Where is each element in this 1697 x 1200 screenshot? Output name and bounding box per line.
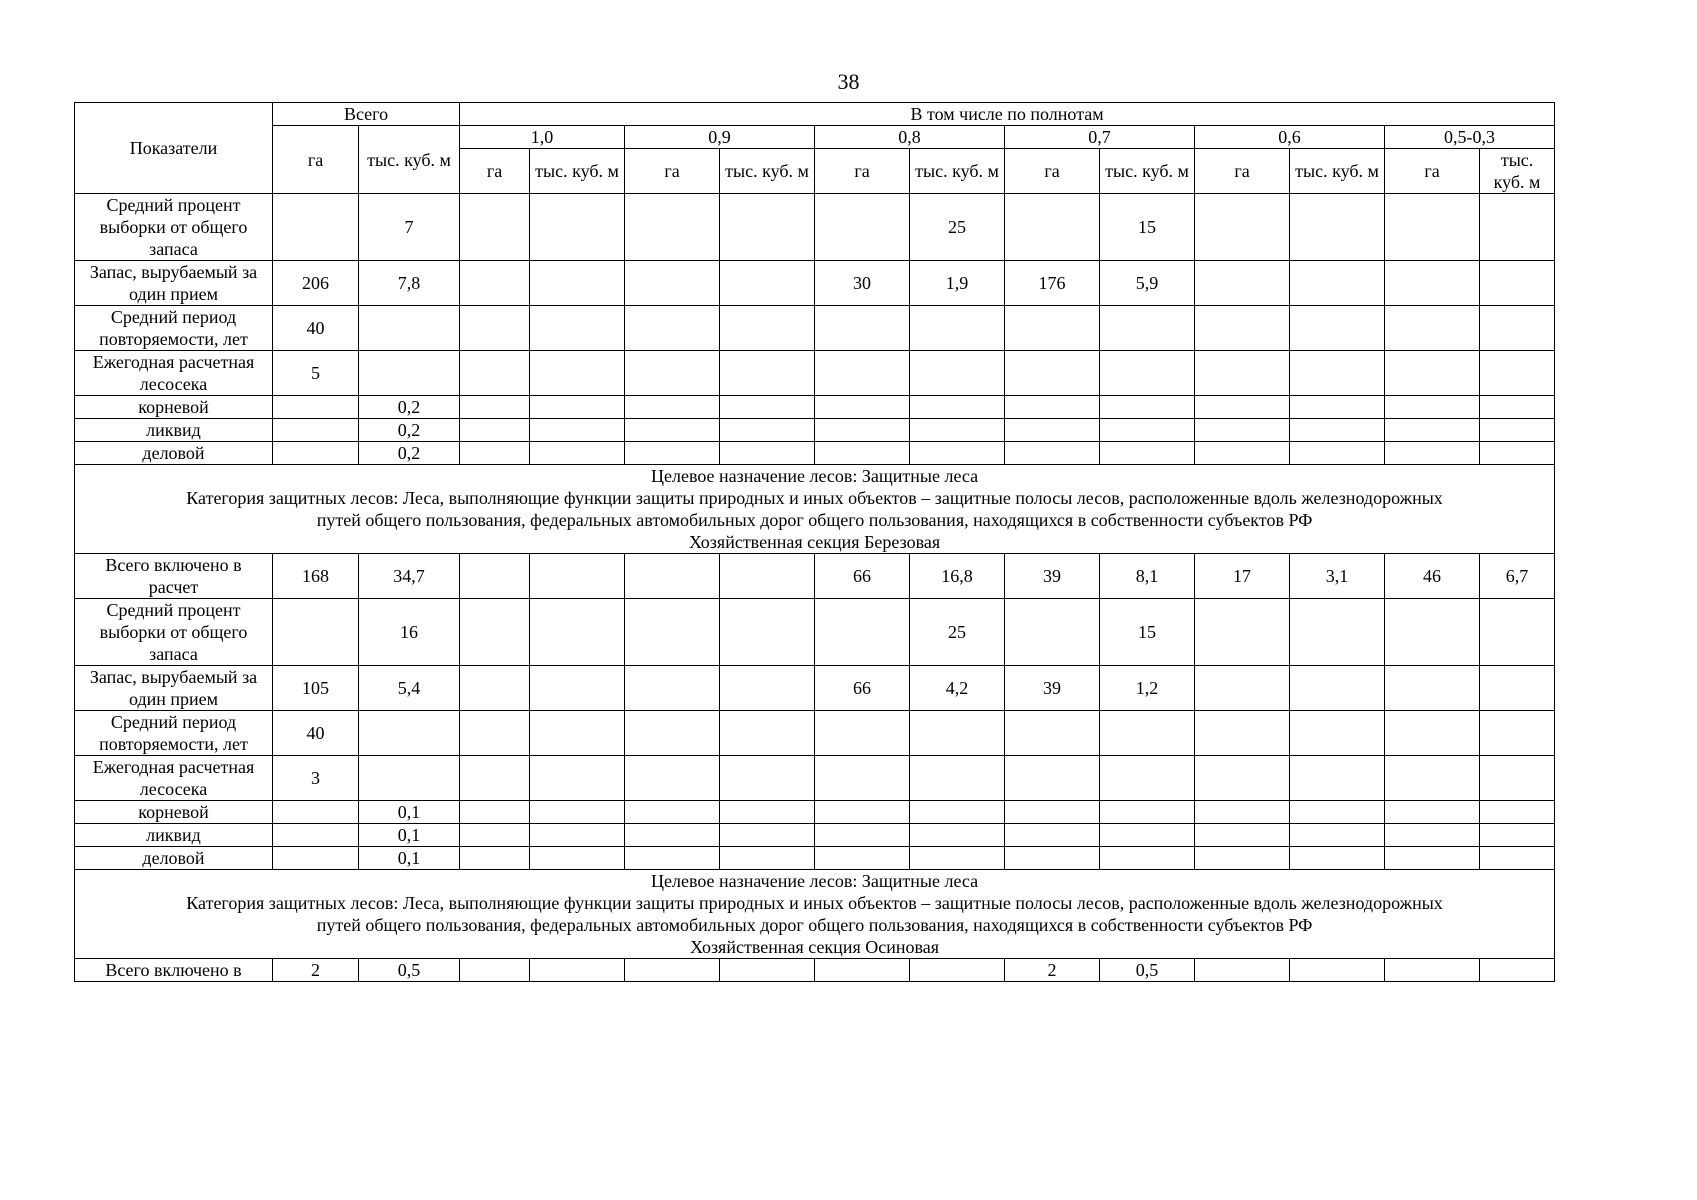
table-cell (1195, 847, 1290, 870)
table-cell (1100, 442, 1195, 465)
section-category-2-text: путей общего пользования, федеральных автомобильных дорог общего пользования, находящихся в собственности субъектов РФ (316, 510, 1313, 530)
table-cell (273, 396, 359, 419)
table-cell (460, 599, 530, 666)
table-cell (460, 194, 530, 261)
table-cell (815, 824, 910, 847)
table-cell (815, 801, 910, 824)
table-cell (460, 442, 530, 465)
row-label: Всего включено в расчет (75, 554, 273, 599)
row-label: деловой (75, 442, 273, 465)
table-cell (460, 396, 530, 419)
table-cell (530, 396, 625, 419)
table-cell (273, 824, 359, 847)
table-cell (1195, 194, 1290, 261)
table-cell (1480, 959, 1555, 982)
table-cell (1480, 396, 1555, 419)
row-label: корневой (75, 396, 273, 419)
table-cell (1195, 306, 1290, 351)
table-cell (1005, 801, 1100, 824)
header-volume: тыс. куб. м (530, 149, 625, 194)
table-cell: 16 (359, 599, 460, 666)
table-cell (460, 847, 530, 870)
table-cell: 105 (273, 666, 359, 711)
table-cell: 0,1 (359, 801, 460, 824)
table-cell (1290, 666, 1385, 711)
table-cell (625, 351, 720, 396)
table-cell (530, 442, 625, 465)
table-cell (460, 419, 530, 442)
table-cell: 0,2 (359, 396, 460, 419)
table-cell (1005, 194, 1100, 261)
header-ha: га (815, 149, 910, 194)
table-cell: 1,2 (1100, 666, 1195, 711)
table-cell (910, 442, 1005, 465)
section-header (75, 465, 1555, 554)
header-indicators: Показатели (75, 103, 273, 194)
table-cell: 2 (1005, 959, 1100, 982)
table-cell (815, 351, 910, 396)
table-cell (273, 599, 359, 666)
table-cell: 8,1 (1100, 554, 1195, 599)
header-volume: тыс. куб. м (720, 149, 815, 194)
table-cell (359, 306, 460, 351)
table-cell (460, 711, 530, 756)
table-cell (1290, 756, 1385, 801)
header-density: 0,5-0,3 (1385, 126, 1555, 149)
table-cell (1290, 306, 1385, 351)
table-cell: 0,2 (359, 442, 460, 465)
table-cell (1100, 756, 1195, 801)
table-cell: 176 (1005, 261, 1100, 306)
table-cell: 0,5 (1100, 959, 1195, 982)
table-cell (1385, 959, 1480, 982)
row-label: Средний процент выборки от общего запаса (75, 599, 273, 666)
table-cell (1195, 599, 1290, 666)
table-cell: 25 (910, 599, 1005, 666)
table-row (75, 959, 1555, 982)
table-cell (1100, 847, 1195, 870)
table-cell (1195, 442, 1290, 465)
table-cell: 206 (273, 261, 359, 306)
table-cell (1290, 824, 1385, 847)
section-section-text: Хозяйственная секция Осиновая (690, 937, 940, 957)
table-cell (1005, 396, 1100, 419)
table-cell: 2 (273, 959, 359, 982)
table-cell: 5,9 (1100, 261, 1195, 306)
table-cell (460, 959, 530, 982)
table-cell: 5,4 (359, 666, 460, 711)
table-cell (1005, 711, 1100, 756)
table-cell (359, 756, 460, 801)
row-label: корневой (75, 801, 273, 824)
table-row (75, 261, 1555, 306)
table-cell: 6,7 (1480, 554, 1555, 599)
table-cell (460, 261, 530, 306)
table-cell (1100, 419, 1195, 442)
table-cell (1195, 959, 1290, 982)
header-density: 0,7 (1005, 126, 1195, 149)
table-cell (1290, 801, 1385, 824)
table-cell (910, 306, 1005, 351)
row-label: Запас, вырубаемый за один прием (75, 666, 273, 711)
table-cell: 0,2 (359, 419, 460, 442)
table-cell (625, 419, 720, 442)
table-cell (910, 959, 1005, 982)
header-density: 0,6 (1195, 126, 1385, 149)
table-cell (1195, 711, 1290, 756)
table-cell (460, 824, 530, 847)
table-cell: 3,1 (1290, 554, 1385, 599)
table-row (75, 711, 1555, 756)
header-volume: тыс. куб. м (1100, 149, 1195, 194)
table-row (75, 419, 1555, 442)
table-cell (1100, 351, 1195, 396)
table-cell (460, 801, 530, 824)
header-density: 0,9 (625, 126, 815, 149)
table-cell (1290, 194, 1385, 261)
table-cell (720, 959, 815, 982)
table-cell (625, 554, 720, 599)
table-cell (1005, 599, 1100, 666)
header-volume: тыс. куб. м (1480, 149, 1555, 194)
table-cell (1005, 847, 1100, 870)
table-cell (625, 261, 720, 306)
table-cell (273, 847, 359, 870)
header-density: 1,0 (460, 126, 625, 149)
table-cell (815, 847, 910, 870)
table-cell (1290, 419, 1385, 442)
table-cell (1005, 442, 1100, 465)
table-cell (460, 351, 530, 396)
table-cell (910, 711, 1005, 756)
table-cell (1385, 419, 1480, 442)
table-cell: 66 (815, 554, 910, 599)
table-cell: 39 (1005, 554, 1100, 599)
table-cell (625, 959, 720, 982)
table-cell: 34,7 (359, 554, 460, 599)
table-cell: 1,9 (910, 261, 1005, 306)
table-cell (1195, 801, 1290, 824)
table-cell (530, 261, 625, 306)
table-cell (625, 801, 720, 824)
table-cell (625, 666, 720, 711)
table-cell (1195, 419, 1290, 442)
table-cell (530, 419, 625, 442)
section-header-row (75, 465, 1555, 554)
table-cell: 40 (273, 711, 359, 756)
table-cell (1385, 442, 1480, 465)
table-cell (1480, 801, 1555, 824)
table-cell (720, 599, 815, 666)
header-total-volume: тыс. куб. м (359, 126, 460, 194)
table-cell: 30 (815, 261, 910, 306)
table-cell (1385, 847, 1480, 870)
table-row (75, 351, 1555, 396)
table-cell (1005, 306, 1100, 351)
table-cell (530, 306, 625, 351)
row-label: Средний период повторяемости, лет (75, 306, 273, 351)
table-cell (1195, 666, 1290, 711)
table-cell (1480, 711, 1555, 756)
section-category-1-text: Категория защитных лесов: Леса, выполняющие функции защиты природных и иных объектов – защитные полосы лесов, расположенные вдоль железнодорожных (186, 893, 1443, 913)
table-cell (625, 847, 720, 870)
table-cell (273, 442, 359, 465)
table-cell (910, 396, 1005, 419)
table-cell (910, 419, 1005, 442)
table-cell (530, 554, 625, 599)
table-cell (815, 396, 910, 419)
table-cell (1385, 711, 1480, 756)
section-category-2-text: путей общего пользования, федеральных автомобильных дорог общего пользования, находящихся в собственности субъектов РФ (316, 915, 1313, 935)
table-cell (720, 261, 815, 306)
table-cell (530, 351, 625, 396)
header-ha: га (1005, 149, 1100, 194)
header-by-density: В том числе по полнотам (460, 103, 1555, 126)
table-cell (1100, 801, 1195, 824)
table-cell (1480, 194, 1555, 261)
table-cell (720, 351, 815, 396)
table-cell: 168 (273, 554, 359, 599)
table-cell (460, 554, 530, 599)
table-row (75, 306, 1555, 351)
header-ha: га (1385, 149, 1480, 194)
table-cell (625, 756, 720, 801)
table-cell: 0,5 (359, 959, 460, 982)
table-cell (1385, 756, 1480, 801)
table-cell (530, 801, 625, 824)
row-label: Средний процент выборки от общего запаса (75, 194, 273, 261)
header-ha: га (1195, 149, 1290, 194)
row-label: Всего включено в (75, 959, 273, 982)
table-cell (1100, 824, 1195, 847)
table-cell (625, 306, 720, 351)
table-cell (1480, 847, 1555, 870)
header-volume: тыс. куб. м (1290, 149, 1385, 194)
forest-data-table (74, 102, 1555, 982)
table-cell: 0,1 (359, 847, 460, 870)
table-cell (910, 824, 1005, 847)
table-row (75, 194, 1555, 261)
table-cell (815, 306, 910, 351)
row-label: Ежегодная расчетная лесосека (75, 351, 273, 396)
table-cell (530, 666, 625, 711)
table-cell (273, 801, 359, 824)
table-cell (1480, 306, 1555, 351)
table-cell (1290, 396, 1385, 419)
table-cell (1005, 824, 1100, 847)
table-cell (1290, 711, 1385, 756)
table-cell: 0,1 (359, 824, 460, 847)
section-purpose-text: Целевое назначение лесов: Защитные леса (651, 871, 979, 891)
table-cell: 16,8 (910, 554, 1005, 599)
section-header-row (75, 870, 1555, 959)
table-cell (910, 351, 1005, 396)
header-total-ha: га (273, 126, 359, 194)
table-cell (530, 194, 625, 261)
table-cell (1385, 599, 1480, 666)
table-cell (720, 847, 815, 870)
table-body (75, 194, 1555, 982)
table-cell (815, 194, 910, 261)
table-cell (530, 824, 625, 847)
table-cell (1195, 261, 1290, 306)
section-section-text: Хозяйственная секция Березовая (688, 532, 941, 552)
page-number: 38 (837, 69, 860, 94)
table-cell: 7 (359, 194, 460, 261)
table-cell (1100, 711, 1195, 756)
row-label: Запас, вырубаемый за один прием (75, 261, 273, 306)
table-cell (815, 711, 910, 756)
table-row (75, 666, 1555, 711)
table-cell (625, 824, 720, 847)
table-cell (273, 194, 359, 261)
table-row (75, 847, 1555, 870)
table-cell (1290, 847, 1385, 870)
table-cell (530, 959, 625, 982)
table-cell (720, 801, 815, 824)
table-cell (1195, 824, 1290, 847)
row-label: ликвид (75, 419, 273, 442)
table-cell (720, 711, 815, 756)
table-cell (460, 756, 530, 801)
table-cell: 17 (1195, 554, 1290, 599)
table-cell (1385, 351, 1480, 396)
table-row (75, 599, 1555, 666)
table-row (75, 801, 1555, 824)
table-cell (625, 599, 720, 666)
header-ha: га (625, 149, 720, 194)
table-cell (720, 756, 815, 801)
table-row (75, 756, 1555, 801)
table-cell (1480, 442, 1555, 465)
table-cell (720, 306, 815, 351)
row-label: Средний период повторяемости, лет (75, 711, 273, 756)
table-cell (720, 396, 815, 419)
row-label: ликвид (75, 824, 273, 847)
table-cell (720, 419, 815, 442)
header-volume: тыс. куб. м (910, 149, 1005, 194)
table-cell (1385, 306, 1480, 351)
table-cell (530, 847, 625, 870)
table-cell (1480, 419, 1555, 442)
table-cell: 7,8 (359, 261, 460, 306)
table-cell (1195, 351, 1290, 396)
table-cell (1385, 261, 1480, 306)
table-cell (460, 306, 530, 351)
section-header (75, 870, 1555, 959)
table-cell (1385, 666, 1480, 711)
table-cell (1385, 824, 1480, 847)
table-cell (1385, 396, 1480, 419)
table-cell (1195, 396, 1290, 419)
table-cell (273, 419, 359, 442)
table-row (75, 396, 1555, 419)
table-cell (815, 959, 910, 982)
table-cell (815, 599, 910, 666)
table-cell (815, 756, 910, 801)
table-cell (1290, 261, 1385, 306)
table-cell (1100, 306, 1195, 351)
table-cell: 25 (910, 194, 1005, 261)
table-cell (625, 711, 720, 756)
section-category-1-text: Категория защитных лесов: Леса, выполняющие функции защиты природных и иных объектов – защитные полосы лесов, расположенные вдоль железнодорожных (186, 488, 1443, 508)
table-cell (1290, 959, 1385, 982)
table-cell (625, 442, 720, 465)
table-cell: 39 (1005, 666, 1100, 711)
table-cell (1385, 194, 1480, 261)
section-purpose-text: Целевое назначение лесов: Защитные леса (651, 466, 979, 486)
table-row (75, 442, 1555, 465)
header-ha: га (460, 149, 530, 194)
header-density: 0,8 (815, 126, 1005, 149)
table-cell: 15 (1100, 599, 1195, 666)
table-cell (1195, 756, 1290, 801)
table-cell (1005, 419, 1100, 442)
table-row (75, 554, 1555, 599)
table-cell (1005, 756, 1100, 801)
table-cell: 3 (273, 756, 359, 801)
table-cell (1480, 824, 1555, 847)
table-cell (1480, 666, 1555, 711)
table-cell (1480, 261, 1555, 306)
table-cell (720, 442, 815, 465)
table-cell (1290, 442, 1385, 465)
table-cell (720, 824, 815, 847)
table-cell: 4,2 (910, 666, 1005, 711)
table-cell: 40 (273, 306, 359, 351)
table-cell (720, 194, 815, 261)
table-cell (1290, 599, 1385, 666)
table-cell (359, 711, 460, 756)
table-cell: 5 (273, 351, 359, 396)
table-cell (815, 442, 910, 465)
table-cell: 46 (1385, 554, 1480, 599)
table-cell: 15 (1100, 194, 1195, 261)
table-cell (359, 351, 460, 396)
table-cell (1290, 351, 1385, 396)
table-cell (530, 599, 625, 666)
table-cell (720, 554, 815, 599)
row-label: Ежегодная расчетная лесосека (75, 756, 273, 801)
table-cell (1480, 351, 1555, 396)
table-cell (1480, 756, 1555, 801)
table-cell (910, 801, 1005, 824)
table-cell (460, 666, 530, 711)
table-cell (1480, 599, 1555, 666)
table-cell (910, 756, 1005, 801)
table-cell (815, 419, 910, 442)
table-row (75, 824, 1555, 847)
table-cell (530, 756, 625, 801)
table-cell (625, 396, 720, 419)
header-total: Всего (273, 103, 460, 126)
table-cell (1005, 351, 1100, 396)
table-cell (530, 711, 625, 756)
table-cell (1385, 801, 1480, 824)
table-cell (910, 847, 1005, 870)
table-header (75, 103, 1555, 194)
table-cell (1100, 396, 1195, 419)
row-label: деловой (75, 847, 273, 870)
table-cell (720, 666, 815, 711)
table-cell (625, 194, 720, 261)
table-cell: 66 (815, 666, 910, 711)
